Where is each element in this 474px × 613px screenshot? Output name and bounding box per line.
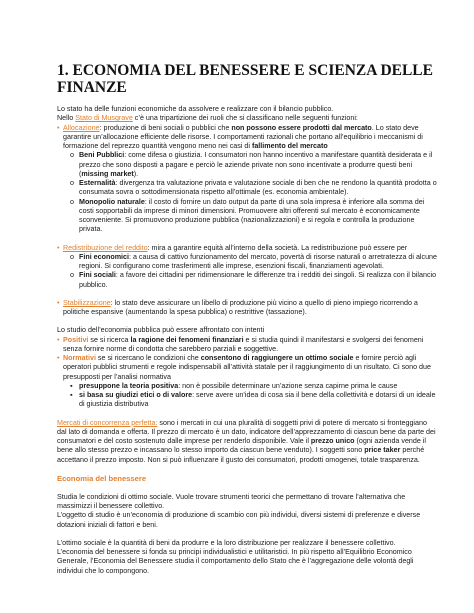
circle-bullet-icon: o [70, 179, 74, 187]
list-item-giudizi-etici: ▪ si basa su giudizi etici o di valore: serve avere un’idea di cosa sia il bene della collettività e dotarsi di un ideale di giustizia distributiva [70, 391, 436, 409]
circle-bullet-icon: o [70, 271, 74, 280]
circle-bullet-icon: o [70, 151, 74, 160]
concorrenza-paragraph: Mercati di concorrenza perfetta: sono i mercati in cui una pluralità di soggetti privi di potere di mercato si fronteggiano dal lato di domanda e offerta. Il prezzo di mercato è un dato, indicatore dell’apprezzamento di ciascun bene da parte dei consumatori e del costo sostenuto dalle imprese per renderlo disponibile. Vale il prezzo unico (ogni azienda vende il bene allo stesso prezzo e incassano lo stesso importo da ciascun bene venduto). I soggetti sono price taker perché accettano il prezzo imposto. Non si può influenzare il gusto dei consumatori, prodotti omogenei, totale trasparenza. [57, 418, 436, 464]
intro-musgrave: Nello Stato di Musgrave c’è una tripartizione dei ruoli che si classificano nelle seguenti funzioni: [57, 114, 358, 123]
list-item-monopolio: o Monopolio naturale: il costo di fornire un dato output da parte di una sola impresa è inferiore alla somma dei costi sopportabili da imprese di minori dimensioni. Promuovere altri offerenti sul mercato è economicamente sconveniente. Si promuovono produzione pubblica (nazionalizzazioni) e si regola e controlla la produzione privata. [70, 197, 425, 234]
square-bullet-icon: ▪ [70, 391, 73, 399]
list-item-stabilizzazione: • Stabilizzazione: lo stato deve assicurare un libello di produzione più vicino a quello di pieno impiego ricorrendo a politiche espansive (aumentando la spesa pubblica) o restrittive (tassazione). [57, 298, 418, 316]
benessere-p1: Studia le condizioni di ottimo sociale. Vuole trovare strumenti teorici che permettano di trovare l’alternativa che massimizzi il benessere collettivo. [57, 492, 406, 510]
benessere-p4: L’economia del benessere si fonda su principi individualistici e utilitaristici. In più rispetto all’Equilibrio Economico Generale, l’Economia del Benessere studia il comportamento dello Stato che è l’aggregazione delle volontà degli individui che lo compongono. [57, 548, 414, 575]
term-stabilizzazione[interactable]: Stabilizzazione [63, 298, 111, 307]
benessere-p3: L’ottimo sociale è la quantità di beni da produrre e la loro distribuzione per realizzare il benessere collettivo. [57, 538, 396, 547]
benessere-p2: L’oggetto di studio è un’economia di produzione di scambio con più individui, diversi sistemi di preferenze e diverse dotazioni iniziali di fattori e beni. [57, 511, 421, 529]
bullet-icon: • [57, 298, 60, 307]
term-redistribuzione[interactable]: Redistribuzione del reddito [63, 243, 148, 252]
bullet-icon: • [57, 335, 60, 344]
studio-intro: Lo studio dell’economia pubblica può essere affrontato con intenti [57, 326, 265, 335]
bullet-icon: • [57, 243, 60, 252]
circle-bullet-icon: o [70, 197, 74, 206]
circle-bullet-icon: o [70, 252, 74, 261]
list-item-presuppone: ▪ presuppone la teoria positiva: non è possibile determinare un’azione senza capirne prima le cause [70, 381, 398, 390]
list-item-allocazione: • Allocazione: produzione di beni sociali o pubblici che non possono essere prodotti dal mercato. Lo stato deve garantire un’allocazione efficiente delle risorse. I comportamenti razionali che portano all’equilibrio i meccanismi di formazione del reprezzo quantità vengono meno nei casi di fallimento del mercato [57, 123, 423, 150]
bullet-icon: • [57, 354, 60, 362]
square-bullet-icon: ▪ [70, 381, 73, 390]
list-item-fini-sociali: o Fini sociali: a favore dei cittadini per ridimensionare le differenze tra i redditi dei singoli. Si realizza con il bilancio pubblico. [70, 271, 437, 289]
list-item-esternalita: o Esternalità: divergenza tra valutazione privata e valutazione sociale di ben che ne rendono la quantità prodotta o consumata sovra o sottodimensionata rispetto all’ottimale (es. economia ambientale). [70, 179, 437, 197]
list-item-normativi: • Normativi se si ricercano le condizioni che consentono di raggiungere un ottimo sociale e fornire perciò agli operatori pubblici strumenti e regole indispensabili all’attività statale per il raggiungimento di un risultato. Ci sono due presupposti per l’analisi normativa [57, 354, 431, 381]
musgrave-link[interactable]: Stato di Musgrave [75, 114, 133, 123]
list-item-beni-pubblici: o Beni Pubblici: come difesa o giustizia. I consumatori non hanno incentivo a manifestare quantità desiderata e il prezzo che sono disposti a pagare e perciò le aziende private non sono incentivate a produrre questi beni (missing market). [70, 151, 433, 178]
list-item-redistribuzione: • Redistribuzione del reddito: mira a garantire equità all’interno della società. La redistribuzione può essere per [57, 243, 408, 252]
page-title: 1. ECONOMIA DEL BENESSERE E SCIENZA DELLE FINANZE [57, 62, 433, 96]
intro-line: Lo stato ha delle funzioni economiche da assolvere e realizzare con il bilancio pubblico. [57, 105, 334, 113]
term-concorrenza[interactable]: Mercati di concorrenza perfetta: [57, 418, 158, 427]
bullet-icon: • [57, 123, 60, 132]
list-item-positivi: • Positivi se si ricerca la ragione dei fenomeni finanziari e si studia quindi il manifestarsi e svolgersi dei fenomeni senza fornire norme di condotta che sarebbero parziali e soggettive. [57, 335, 424, 353]
list-item-fini-economici: o Fini economici: a causa di cattivo funzionamento del mercato, povertà di risorse naturali o arretratezza di alcune regioni. Si configurano come trasferimenti alle imprese, esenzioni fiscali, finanziamenti agevolati. [70, 252, 438, 270]
section-heading: Economia del benessere [57, 473, 147, 483]
term-allocazione[interactable]: Allocazione [63, 123, 100, 132]
